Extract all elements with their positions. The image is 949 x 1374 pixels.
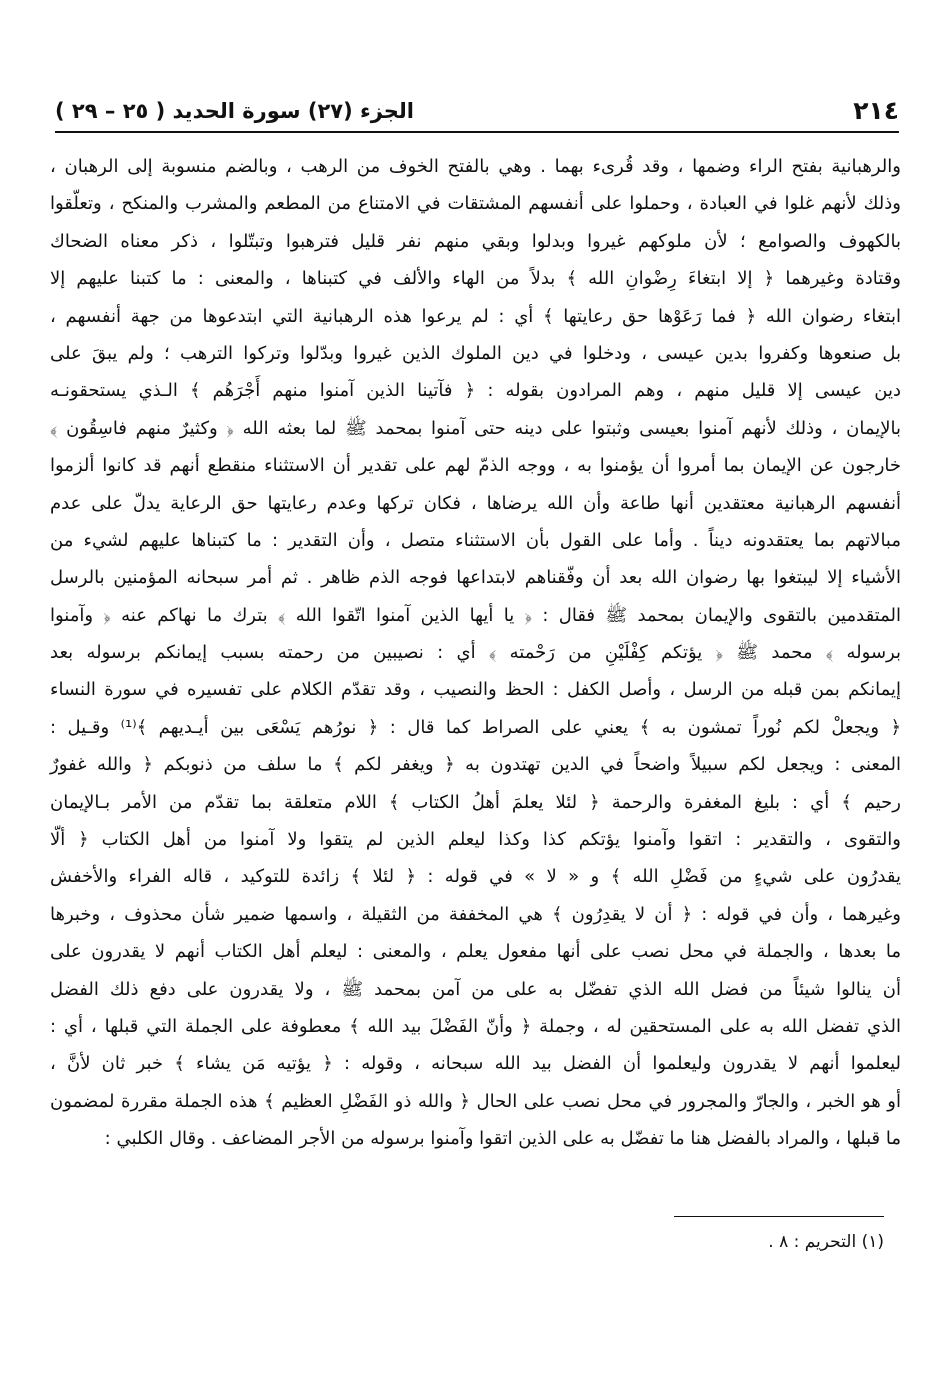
footnote-rule (674, 1216, 884, 1217)
text-line: ليعلموا أنهم لا يقدرون وليعلموا أن الفضل بيد الله سبحانه ، وقوله : ﴿ يؤتيه مَن يشاء ﴾ خبر ثان لأنَّ ، (50, 1053, 901, 1075)
running-title: الجزء (٢٧) سورة الحديد ( ٢٥ – ٢٩ ) (55, 99, 415, 123)
text-line: أن ينالوا شيئاً من فضل الله الذي تفضّل به على من آمن بمحمد ﷺ ، ولا يقدرون على دفع ذلك الفضل (50, 978, 901, 1000)
text-line: وقتادة وغيرهما ﴿ إلا ابتغاءَ رِضْوانِ الله ﴾ بدلاً من الهاء والألف في كتبناها ، والمعنى : ما كتبنا عليهم إلا (50, 268, 901, 290)
text-line: بالإيمان ، وذلك لأنهم آمنوا بعيسى وثبتوا على دينه حتى آمنوا بمحمد ﷺ لما بعثه الله ﴿ وكثيرٌ منهم فاسِقُون ﴾ (50, 417, 901, 439)
text-line: وغيرهما ، وأن في قوله : ﴿ أن لا يقدِرُون ﴾ هي المخففة من الثقيلة ، واسمها ضمير شأن محذوف ، وخبرها (50, 903, 901, 925)
text-line: رحيم ﴾ أي : بليغ المغفرة والرحمة ﴿ لئلا يعلمَ أهلُ الكتاب ﴾ اللام متعلقة بما تقدّم من الأمر بـالإيمان (50, 791, 901, 813)
text-line: والرهبانية بفتح الراء وضمها ، وقد قُرىء بهما . وهي بالفتح الخوف من الرهب ، وبالضم منسوبة إلى الرهبان ، (50, 156, 901, 177)
text-line: مبالاتهم بما يعتقدونه ديناً . وأما على القول بأن الاستثناء متصل ، وأن التقدير : ما كتبناها عليهم لشيء من (50, 529, 901, 551)
footnote: (١) التحريم : ٨ . (768, 1232, 884, 1252)
text-line: بل صنعوها وكفروا بدين عيسى ، ودخلوا في دين الملوك الذين غيروا وبدّلوا وتركوا الترهب ؛ ولم يبقَ على (50, 342, 901, 364)
text-line: برسوله ﴾ محمد ﷺ ﴿ يؤتكم كِفْلَيْنِ من رَحْمته ﴾ أي : نصيبين من رحمته بسبب إيمانكم برسوله بعد (50, 642, 901, 664)
text-line: دين عيسى إلا قليل منهم ، وهم المرادون بقوله : ﴿ فآتينا الذين آمنوا منهم أَجْرَهُم ﴾ الـذي يستحقونـه (50, 380, 901, 402)
text-line: المتقدمين بالتقوى والإيمان بمحمد ﷺ فقال : ﴿ يا أيها الذين آمنوا اتّقوا الله ﴾ بترك ما نهاكم عنه ﴿ وآمنوا (50, 604, 901, 626)
body-text (50, 148, 901, 1158)
text-line: ابتغاء رضوان الله ﴿ فما رَعَوْها حق رعايتها ﴾ أي : لم يرعوا هذه الرهبانية التي ابتدعوها من جهة أنفسهم ، (50, 305, 901, 327)
text-line: أنفسهم الرهبانية معتقدين أنها طاعة وأن الله يرضاها ، فكان تركها وعدم رعايتها حق الرعاية يدلّ على عدم (50, 492, 901, 514)
text-line: ما بعدها ، والجملة في محل نصب على أنها مفعول يعلم ، والمعنى : ليعلم أهل الكتاب أنهم لا يقدرون على (50, 941, 901, 963)
page-number: ٢١٤ (853, 96, 899, 125)
text-line: خارجون عن الإيمان بما أمروا أن يؤمنوا به ، ووجه الذمّ لهم على تقدير أن الاستثناء منقطع أنهم قد كانوا ألزموا (50, 455, 901, 477)
text-line: ﴿ ويجعلْ لكم نُوراً تمشون به ﴾ يعني على الصراط كما قال : ﴿ نورُهم يَسْعَى بين أيـديهم ﴾⁽¹⁾ وقـيل : (50, 716, 901, 738)
text-line: وذلك لأنهم غلوا في العبادة ، وحملوا على أنفسهم المشتقات في الامتناع من المطعم والمشرب والمنكح ، وتعلّقوا (50, 193, 901, 215)
text-line: والتقوى ، والتقدير : اتقوا وآمنوا يؤتكم كذا وكذا ليعلم الذين لم يتقوا ولا آمنوا من أهل الكتاب ﴿ ألّا (50, 829, 901, 851)
header-rule (55, 131, 899, 133)
text-line: يقدرُون على شيءٍ من فَضْلِ الله ﴾ و « لا » في قوله : ﴿ لئلا ﴾ زائدة للتوكيد ، قاله الفراء والأخفش (50, 866, 901, 888)
page-header (55, 96, 899, 130)
text-line: الأشياء إلا ليبتغوا بها رضوان الله بعد أن وفّقناهم لابتداعها فوجه الذم ظاهر . ثم أمر سبحانه المؤمنين بالرسل (50, 567, 901, 589)
text-line: ما قبلها ، والمراد بالفضل هنا ما تفضّل به على الذين اتقوا وآمنوا برسوله من الأجر المضاعف . وقال الكلبي : (104, 1128, 901, 1150)
text-line: الذي تفضل الله به على المستحقين له ، وجملة ﴿ وأنّ الفَضْلَ بيد الله ﴾ معطوفة على الجملة التي قبلها ، أي : (50, 1015, 901, 1037)
text-line: إيمانكم بمن قبله من الرسل ، وأصل الكفل : الحظ والنصيب ، وقد تقدّم الكلام على تفسيره في سورة النساء (50, 679, 901, 701)
text-line: المعنى : ويجعل لكم سبيلاً واضحاً في الدين تهتدون به ﴿ ويغفر لكم ﴾ ما سلف من ذنوبكم ﴿ والله غفورٌ (50, 754, 901, 776)
text-line: أو هو الخبر ، والجارّ والمجرور في محل نصب على الحال ﴿ والله ذو الفَضْلِ العظيم ﴾ هذه الجملة مقررة لمضمون (50, 1090, 901, 1112)
text-line: بالكهوف والصوامع ؛ لأن ملوكهم غيروا وبدلوا وبقي منهم نفر قليل فترهبوا وتبتّلوا ، ذكر معناه الضحاك (50, 230, 901, 252)
